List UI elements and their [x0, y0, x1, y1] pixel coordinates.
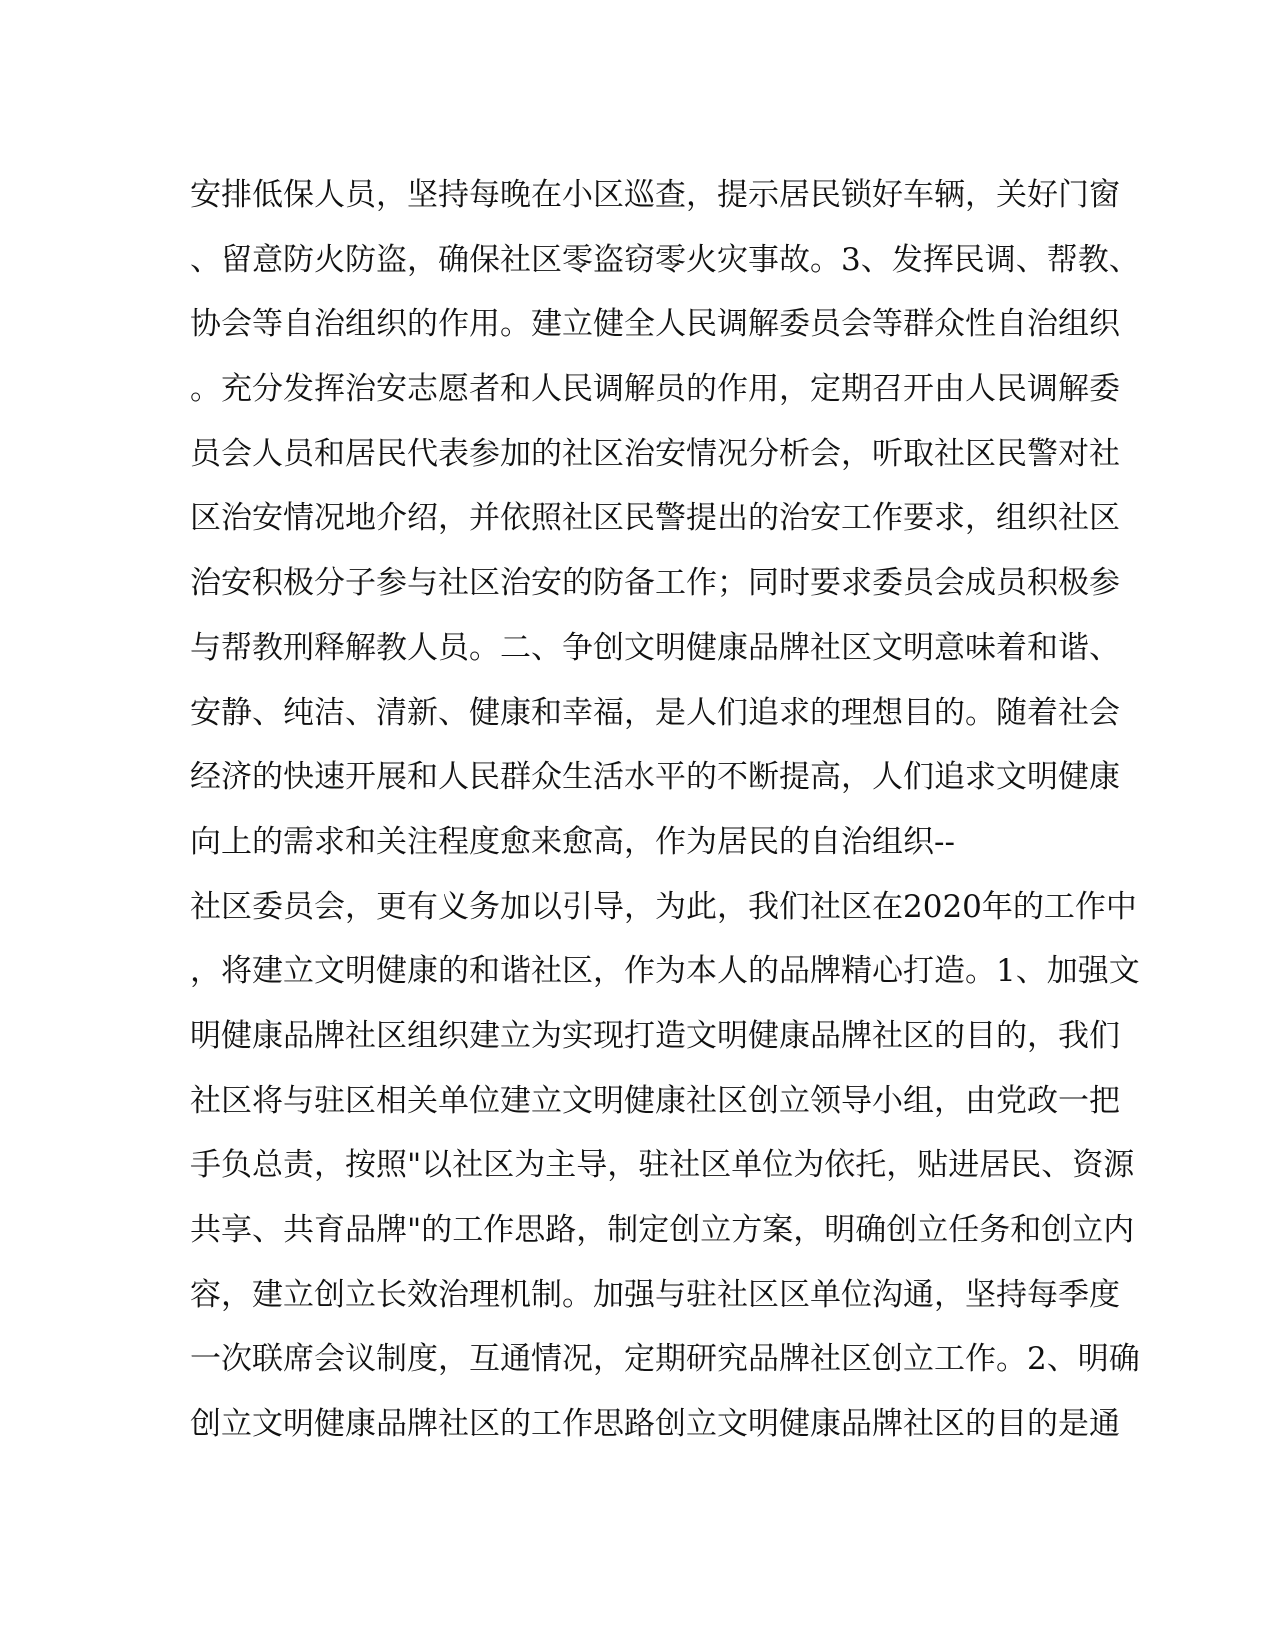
text-line: 与帮教刑释解教人员。二、争创文明健康品牌社区文明意味着和谐、	[190, 629, 1120, 666]
text-line: ，将建立文明健康的和谐社区，作为本人的品牌精心打造。1、加强文	[190, 953, 1140, 990]
text-line: 社区委员会，更有义务加以引导，为此，我们社区在2020年的工作中	[190, 888, 1137, 925]
text-line: 手负总责，按照"以社区为主导，驻社区单位为依托，贴进居民、资源	[190, 1147, 1135, 1184]
text-line: 向上的需求和关注程度愈来愈高，作为居民的自治组织--	[190, 823, 955, 860]
text-line: 经济的快速开展和人民群众生活水平的不断提高，人们追求文明健康	[190, 759, 1120, 796]
text-line: 治安积极分子参与社区治安的防备工作；同时要求委员会成员积极参	[190, 565, 1120, 602]
text-line: 一次联席会议制度，互通情况，定期研究品牌社区创立工作。2、明确	[190, 1341, 1140, 1378]
text-line: 区治安情况地介绍，并依照社区民警提出的治安工作要求，组织社区	[190, 500, 1120, 537]
text-line: 。充分发挥治安志愿者和人民调解员的作用，定期召开由人民调解委	[190, 371, 1120, 408]
text-line: 、留意防火防盗，确保社区零盗窃零火灾事故。3、发挥民调、帮教、	[190, 241, 1140, 278]
text-line: 共享、共育品牌"的工作思路，制定创立方案，明确创立任务和创立内	[190, 1212, 1135, 1248]
text-line: 社区将与驻区相关单位建立文明健康社区创立领导小组，由党政一把	[190, 1082, 1120, 1119]
text-line: 安静、纯洁、清新、健康和幸福，是人们追求的理想目的。随着社会	[190, 694, 1120, 731]
text-line: 明健康品牌社区组织建立为实现打造文明健康品牌社区的目的，我们	[190, 1017, 1120, 1054]
text-line: 员会人员和居民代表参加的社区治安情况分析会，听取社区民警对社	[190, 435, 1120, 472]
text-line: 创立文明健康品牌社区的工作思路创立文明健康品牌社区的目的是通	[190, 1406, 1120, 1443]
text-line: 安排低保人员，坚持每晚在小区巡查，提示居民锁好车辆，关好门窗	[190, 177, 1120, 213]
text-line: 容，建立创立长效治理机制。加强与驻社区区单位沟通，坚持每季度	[190, 1276, 1120, 1313]
text-line: 协会等自治组织的作用。建立健全人民调解委员会等群众性自治组织	[190, 306, 1120, 343]
body-text	[190, 163, 1140, 1457]
